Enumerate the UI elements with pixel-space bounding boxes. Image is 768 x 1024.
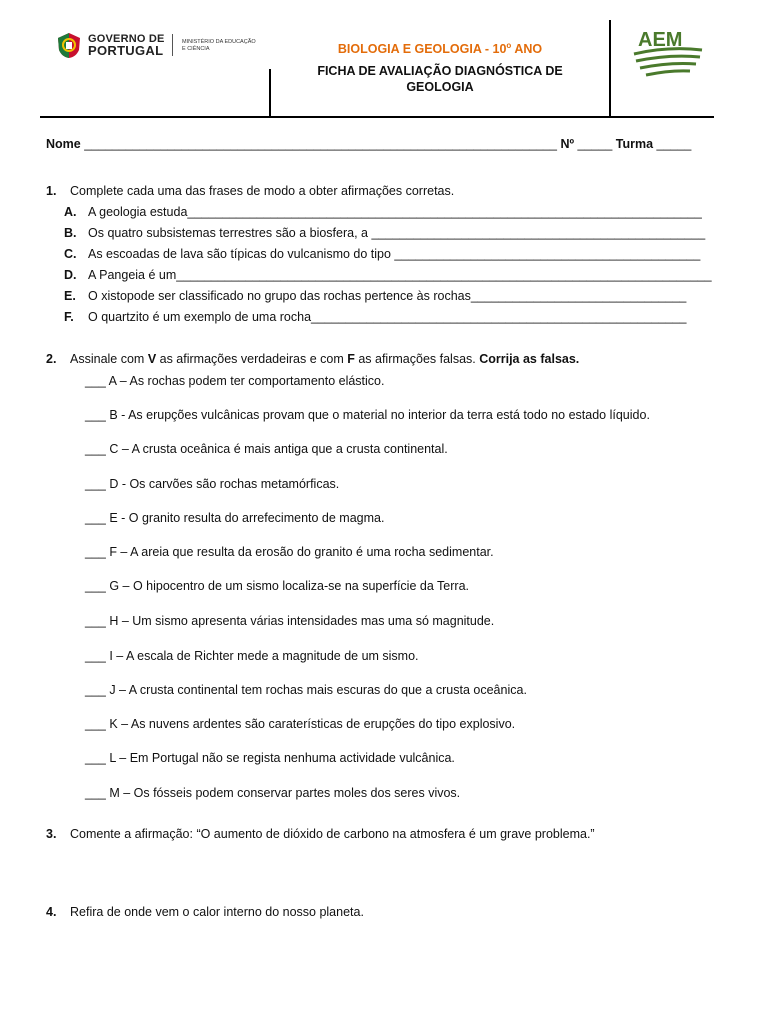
q2-statement[interactable]: ___ M – Os fósseis podem conservar partes moles dos seres vivos. xyxy=(85,786,461,800)
gov-logo-line1: GOVERNO DE xyxy=(88,33,165,45)
q2-statement[interactable]: ___ A – As rochas podem ter comportamento elástico. xyxy=(85,374,385,388)
gov-logo-line2: PORTUGAL xyxy=(88,43,164,58)
header-divider-right xyxy=(609,20,611,116)
q4-number: 4. xyxy=(46,905,57,919)
q1-item-letter: C. xyxy=(64,247,77,261)
ministry-line1: MINISTÉRIO DA EDUCAÇÃO xyxy=(182,39,256,45)
q1-item-text[interactable]: As escoadas de lava são típicas do vulcanismo do tipo ____________________________________________ xyxy=(88,247,701,261)
q2-number: 2. xyxy=(46,352,57,366)
q1-item-text[interactable]: A Pangeia é um_____________________________________________________________________________ xyxy=(88,268,712,282)
sheet-title-line1: FICHA DE AVALIAÇÃO DIAGNÓSTICA DE xyxy=(317,64,563,78)
q2-statement[interactable]: ___ K – As nuvens ardentes são caraterísticas de erupções do tipo explosivo. xyxy=(85,717,516,731)
q3-number: 3. xyxy=(46,827,57,841)
name-label: Nome xyxy=(46,137,81,151)
q1-item-letter: A. xyxy=(64,205,77,219)
q1-item-letter: E. xyxy=(64,289,76,303)
portugal-emblem-icon xyxy=(54,30,84,60)
q1-item-letter: D. xyxy=(64,268,77,282)
q3-prompt: Comente a afirmação: “O aumento de dióxido de carbono na atmosfera é um grave problema.” xyxy=(70,827,595,841)
q1-prompt: Complete cada uma das frases de modo a obter afirmações corretas. xyxy=(70,184,455,198)
q2-prompt: Assinale com V as afirmações verdadeiras e com F as afirmações falsas. Corrija as falsas. xyxy=(70,352,580,366)
q1-item-text[interactable]: O xistopode ser classificado no grupo das rochas pertence às rochas_______________________________ xyxy=(88,289,687,303)
header-rule xyxy=(40,116,714,118)
q2-statement[interactable]: ___ J – A crusta continental tem rochas mais escuras do que a crusta oceânica. xyxy=(85,683,527,697)
q1-item-letter: B. xyxy=(64,226,77,240)
q2-statement[interactable]: ___ D - Os carvões são rochas metamórficas. xyxy=(85,477,340,491)
class-label: Turma xyxy=(615,137,654,151)
q2-statement[interactable]: ___ C – A crusta oceânica é mais antiga que a crusta continental. xyxy=(85,442,448,456)
aem-logo-icon xyxy=(630,26,706,82)
name-field[interactable]: ____________________________________________________________________ xyxy=(84,137,557,151)
q1-item-text[interactable]: Os quatro subsistemas terrestres são a biosfera, a ________________________________________________ xyxy=(88,226,706,240)
q2-statement[interactable]: ___ I – A escala de Richter mede a magnitude de um sismo. xyxy=(85,649,419,663)
sheet-title xyxy=(280,63,600,95)
svg-text:AEM: AEM xyxy=(638,29,683,51)
school-logo xyxy=(630,26,706,82)
number-label: Nº xyxy=(560,137,575,151)
q2-statement[interactable]: ___ H – Um sismo apresenta várias intensidades mas uma só magnitude. xyxy=(85,614,495,628)
q1-item-text[interactable]: A geologia estuda__________________________________________________________________________ xyxy=(88,205,702,219)
q2-statement[interactable]: ___ B - As erupções vulcânicas provam que o material no interior da terra está todo no estado líquido. xyxy=(85,408,650,422)
q1-number: 1. xyxy=(46,184,57,198)
ministry-label xyxy=(182,39,272,53)
q2-statement[interactable]: ___ L – Em Portugal não se regista nenhuma actividade vulcânica. xyxy=(85,751,455,765)
q1-item-text[interactable]: O quartzito é um exemplo de uma rocha______________________________________________________ xyxy=(88,310,687,324)
student-info-row xyxy=(46,136,691,152)
number-field[interactable]: _____ xyxy=(577,137,613,151)
q2-statement[interactable]: ___ E - O granito resulta do arrefecimento de magma. xyxy=(85,511,385,525)
q4-prompt: Refira de onde vem o calor interno do nosso planeta. xyxy=(70,905,364,919)
sheet-title-line2: GEOLOGIA xyxy=(406,80,474,94)
q2-statement[interactable]: ___ G – O hipocentro de um sismo localiza-se na superfície da Terra. xyxy=(85,579,469,593)
ministry-line2: E CIÊNCIA xyxy=(182,46,210,52)
class-field[interactable]: _____ xyxy=(656,137,692,151)
subject-title: BIOLOGIA E GEOLOGIA - 10$^o$ ANO xyxy=(337,41,543,57)
q2-statement[interactable]: ___ F – A areia que resulta da erosão do granito é uma rocha sedimentar. xyxy=(85,545,494,559)
header-divider-left xyxy=(269,69,271,116)
logo-divider xyxy=(172,34,173,56)
q1-item-letter: F. xyxy=(64,310,74,324)
